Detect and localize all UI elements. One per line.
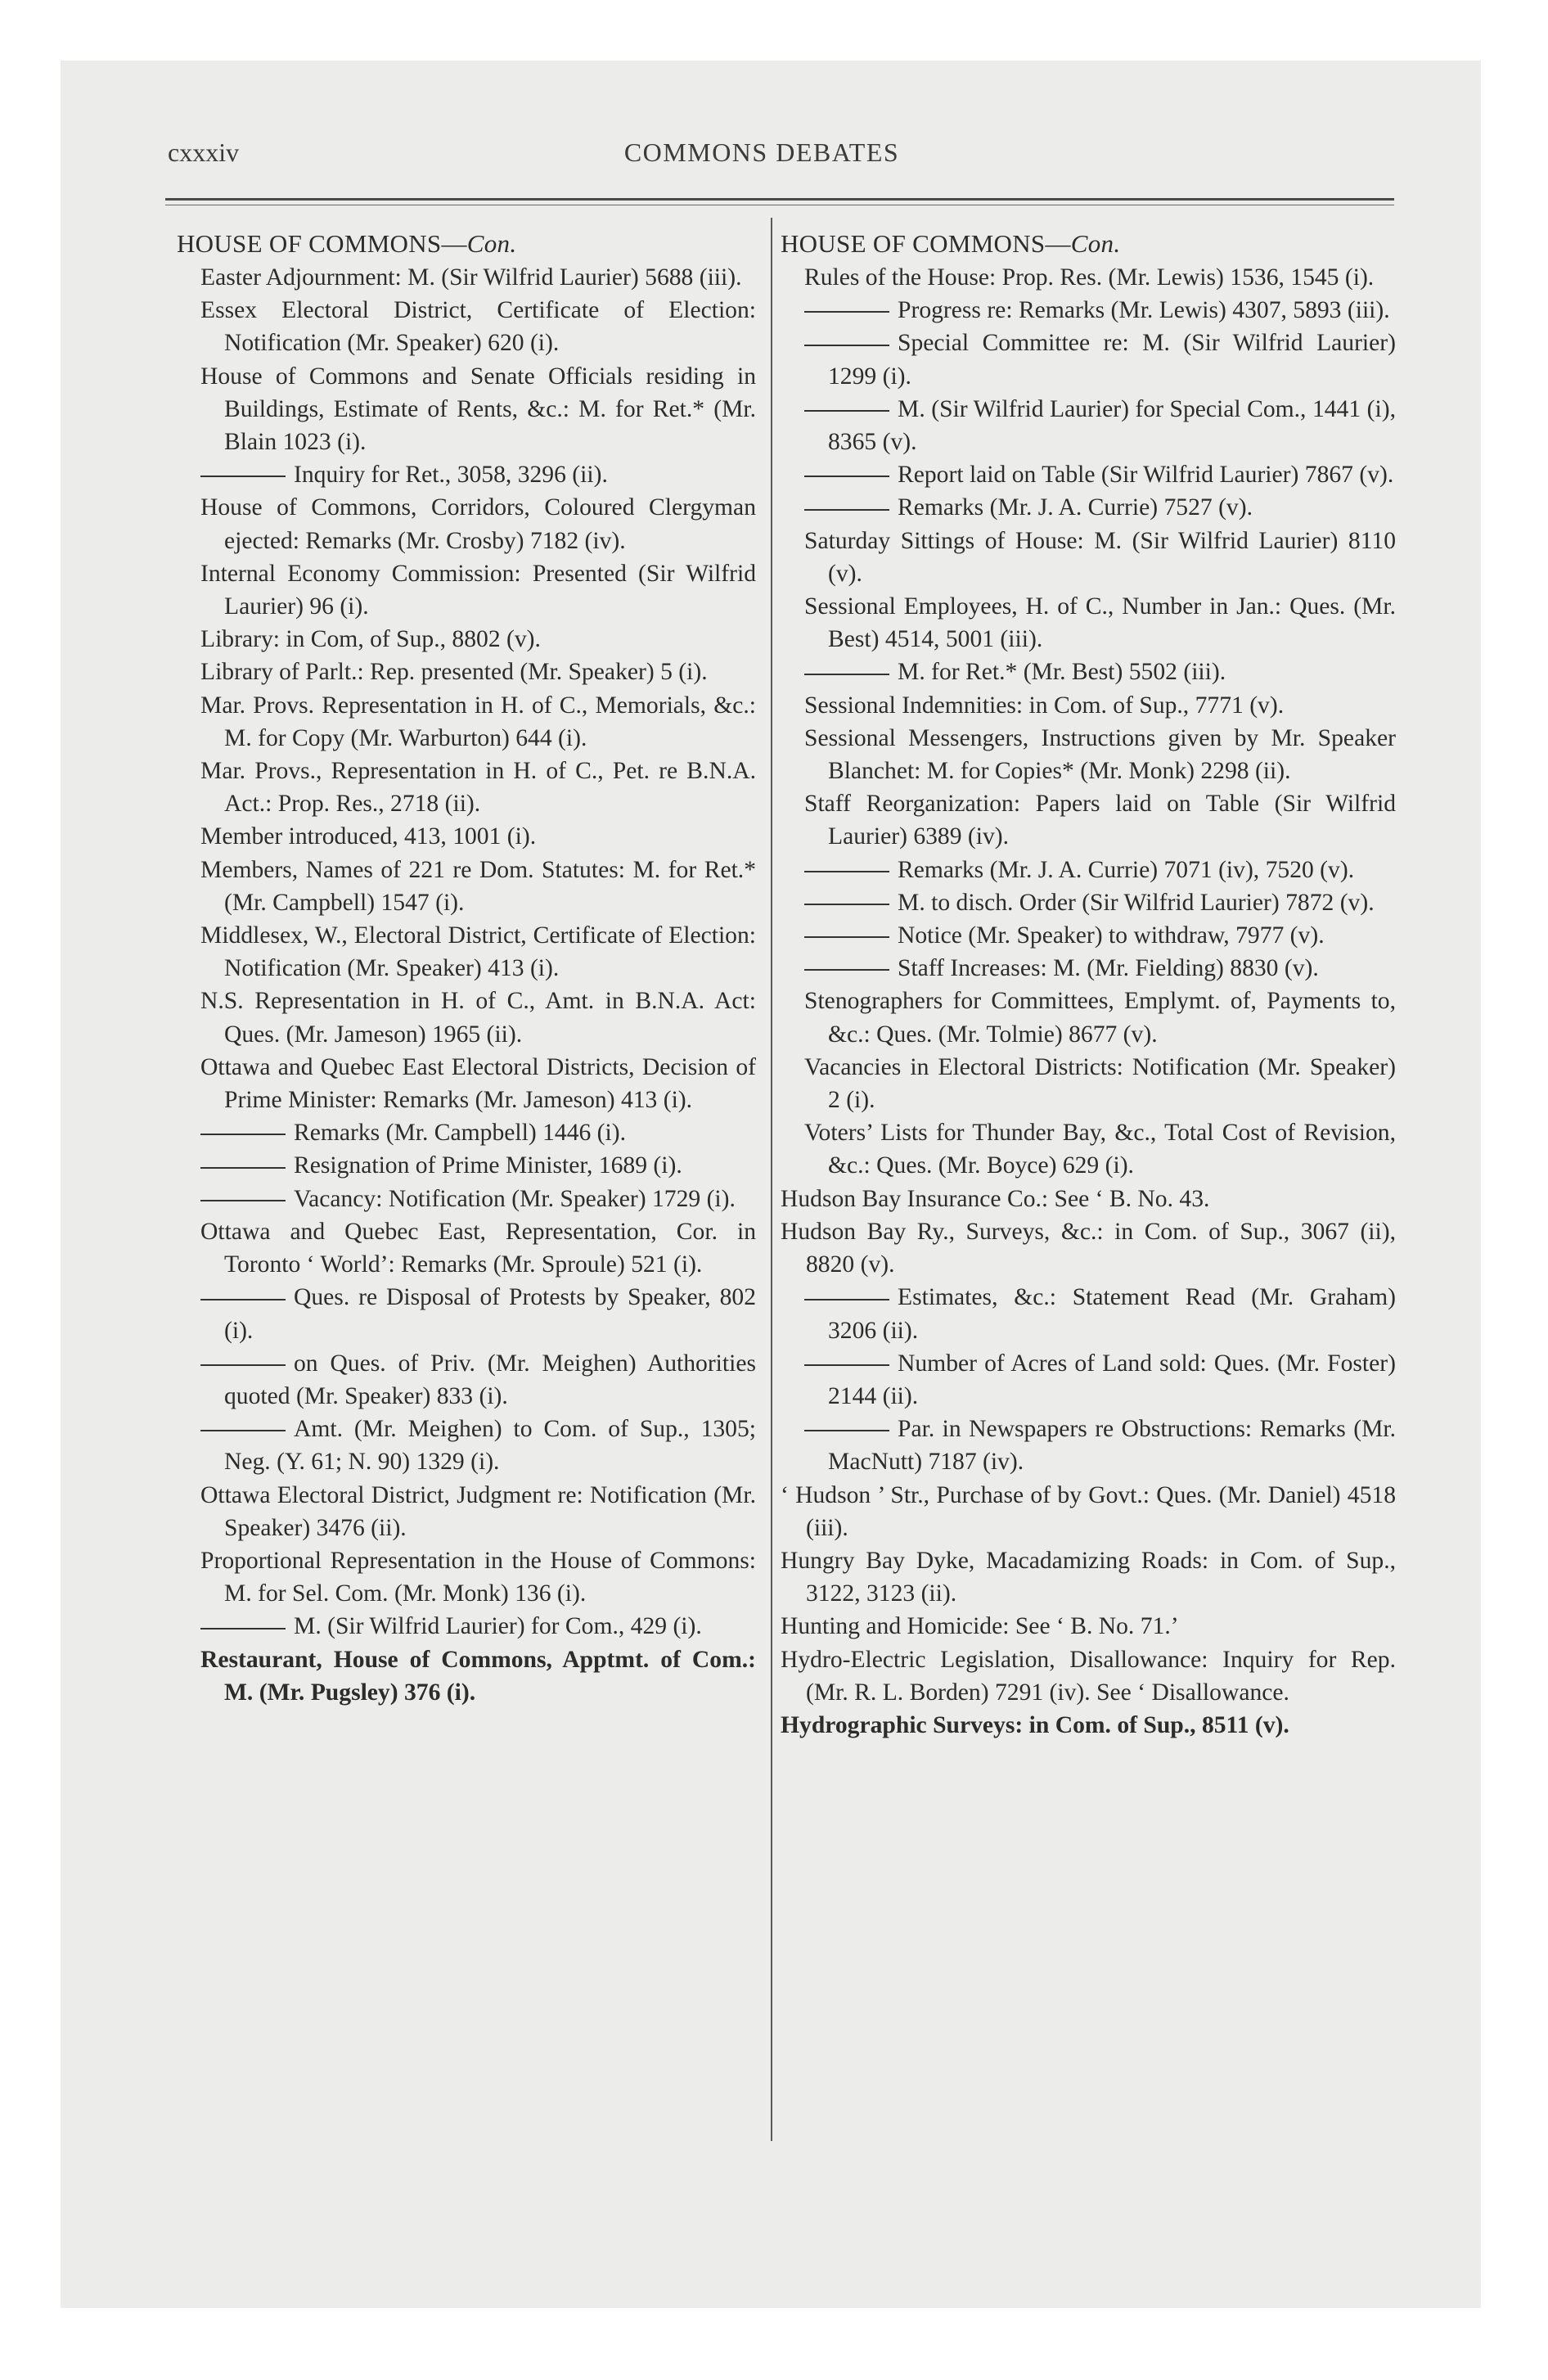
left-entry-list <box>177 261 756 1709</box>
index-entry-text: Resignation of Prime Minister, 1689 (i). <box>294 1152 682 1179</box>
index-entry-text: Mar. Provs., Representation in H. of C., Pet. re B.N.A. Act.: Prop. Res., 2718 (ii). <box>200 758 756 818</box>
index-entry-text: Member introduced, 413, 1001 (i). <box>200 823 537 850</box>
index-entry-text: House of Commons and Senate Officials residing in Buildings, Estimate of Rents, &c.: M. for Ret.* (Mr. Blain 1023 (i). <box>200 363 756 456</box>
right-column <box>781 228 1396 1742</box>
index-entry <box>781 1479 1396 1544</box>
index-entry <box>781 1215 1396 1281</box>
index-entry-text: ‘ Hudson ’ Str., Purchase of by Govt.: Ques. (Mr. Daniel) 4518 (iii). <box>781 1481 1396 1541</box>
index-entry <box>781 590 1396 656</box>
repeat-dash <box>804 509 889 511</box>
index-entry <box>177 1051 756 1116</box>
repeat-dash <box>200 1430 286 1431</box>
index-entry-text: Library of Parlt.: Rep. presented (Mr. Speaker) 5 (i). <box>200 659 708 686</box>
column-divider <box>771 218 772 2141</box>
index-entry <box>177 755 756 820</box>
index-entry-text: Members, Names of 221 re Dom. Statutes: M. for Ret.* (Mr. Campbell) 1547 (i). <box>200 856 756 916</box>
left-column <box>177 228 756 1709</box>
index-entry-text: Remarks (Mr. J. A. Currie) 7527 (v). <box>898 494 1253 521</box>
index-entry-text: Estimates, &c.: Statement Read (Mr. Graham) 3206 (ii). <box>828 1284 1396 1344</box>
header-rule-thick <box>165 198 1394 201</box>
index-entry <box>177 1116 756 1149</box>
index-entry-text: Hydro-Electric Legislation, Disallowance: Inquiry for Rep. (Mr. R. L. Borden) 7291 (iv). See ‘ Disallowance. <box>781 1646 1396 1706</box>
index-entry <box>781 327 1396 392</box>
index-entry-text: Vacancies in Electoral Districts: Notification (Mr. Speaker) 2 (i). <box>804 1053 1396 1114</box>
index-entry <box>781 1347 1396 1413</box>
index-entry <box>781 952 1396 985</box>
running-head: COMMONS DEBATES <box>623 137 900 167</box>
index-entry <box>177 656 756 688</box>
index-entry <box>781 1544 1396 1610</box>
index-entry-text: Rules of the House: Prop. Res. (Mr. Lewis) 1536, 1545 (i). <box>804 264 1375 291</box>
repeat-dash <box>804 476 889 477</box>
index-entry <box>781 722 1396 787</box>
index-entry-text: Amt. (Mr. Meighen) to Com. of Sup., 1305; Neg. (Y. 61; N. 90) 1329 (i). <box>224 1416 756 1476</box>
index-entry <box>781 1281 1396 1346</box>
repeat-dash <box>804 345 889 346</box>
index-entry-text: Progress re: Remarks (Mr. Lewis) 4307, 5893 (iii). <box>898 297 1390 324</box>
index-entry-text: Special Committee re: M. (Sir Wilfrid Laurier) 1299 (i). <box>828 330 1396 390</box>
index-entry-text: Report laid on Table (Sir Wilfrid Laurier) 7867 (v). <box>898 462 1394 489</box>
index-entry <box>781 393 1396 458</box>
index-entry <box>781 787 1396 853</box>
index-entry-text: Mar. Provs. Representation in H. of C., Memorials, &c.: M. for Copy (Mr. Warburton) 644 (i). <box>200 692 756 751</box>
repeat-dash <box>804 904 889 905</box>
index-entry-text: Sessional Messengers, Instructions given by Mr. Speaker Blanchet: M. for Copies* (Mr. Monk) 2298 (ii). <box>804 724 1396 785</box>
index-entry <box>177 820 756 853</box>
index-entry-text: Notice (Mr. Speaker) to withdraw, 7977 (v). <box>898 922 1325 949</box>
index-entry <box>177 294 756 359</box>
repeat-dash <box>804 969 889 971</box>
index-entry-text: Remarks (Mr. Campbell) 1446 (i). <box>294 1120 627 1147</box>
index-entry-text: on Ques. of Priv. (Mr. Meighen) Authorities quoted (Mr. Speaker) 833 (i). <box>224 1350 756 1409</box>
index-entry <box>177 623 756 656</box>
repeat-dash <box>804 674 889 675</box>
index-entry <box>781 1116 1396 1182</box>
index-entry <box>781 294 1396 327</box>
index-entry <box>781 886 1396 919</box>
index-entry <box>177 1183 756 1215</box>
repeat-dash <box>200 476 286 477</box>
index-entry-text: Par. in Newspapers re Obstructions: Remarks (Mr. MacNutt) 7187 (iv). <box>828 1416 1396 1476</box>
index-entry <box>781 1610 1396 1643</box>
page-number: cxxxiv <box>168 137 240 167</box>
index-entry <box>177 854 756 919</box>
index-entry-text: Hydrographic Surveys: in Com. of Sup., 8511 (v). <box>781 1711 1289 1738</box>
index-entry <box>781 1051 1396 1116</box>
index-entry-text: Ques. re Disposal of Protests by Speaker, 802 (i). <box>224 1284 756 1344</box>
index-entry <box>177 1544 756 1610</box>
index-entry-text: Inquiry for Ret., 3058, 3296 (ii). <box>294 462 608 489</box>
left-column-heading <box>177 228 756 260</box>
page-header <box>123 129 1401 175</box>
left-heading-text: HOUSE OF COMMONS— <box>177 229 467 258</box>
index-entry-text: Library: in Com, of Sup., 8802 (v). <box>200 626 541 653</box>
repeat-dash <box>804 1364 889 1366</box>
index-entry <box>781 525 1396 590</box>
index-entry <box>781 1413 1396 1478</box>
index-entry <box>781 656 1396 688</box>
repeat-dash <box>200 1364 286 1366</box>
index-entry <box>177 1610 756 1643</box>
index-entry-text: Hungry Bay Dyke, Macadamizing Roads: in Com. of Sup., 3122, 3123 (ii). <box>781 1547 1396 1607</box>
repeat-dash <box>200 1628 286 1629</box>
index-entry-text: Easter Adjournment: M. (Sir Wilfrid Laurier) 5688 (iii). <box>200 264 742 291</box>
index-entry-text: Remarks (Mr. J. A. Currie) 7071 (iv), 7520 (v). <box>898 856 1355 883</box>
index-entry <box>177 491 756 557</box>
index-entry <box>177 557 756 623</box>
index-entry <box>177 1479 756 1544</box>
index-entry <box>177 1347 756 1413</box>
repeat-dash <box>804 311 889 313</box>
index-entry <box>177 458 756 491</box>
repeat-dash <box>200 1299 286 1300</box>
repeat-dash <box>200 1200 286 1201</box>
index-entry-text: Sessional Indemnities: in Com. of Sup., 7771 (v). <box>804 692 1285 719</box>
index-entry <box>781 1643 1396 1709</box>
index-entry <box>177 1413 756 1478</box>
index-entry-text: Essex Electoral District, Certificate of Election: Notification (Mr. Speaker) 620 (i). <box>200 297 756 357</box>
index-entry <box>177 1281 756 1346</box>
index-entry <box>177 261 756 294</box>
index-entry-text: Stenographers for Committees, Emplymt. of, Payments to, &c.: Ques. (Mr. Tolmie) 8677 (v). <box>804 988 1396 1048</box>
index-entry-text: House of Commons, Corridors, Coloured Clergyman ejected: Remarks (Mr. Crosby) 7182 (iv). <box>200 494 756 554</box>
left-heading-italic: Con. <box>466 229 517 258</box>
repeat-dash <box>200 1167 286 1169</box>
index-entry-text: Ottawa and Quebec East, Representation, Cor. in Toronto ‘ World’: Remarks (Mr. Sproule) 521 (i). <box>200 1218 756 1278</box>
index-entry <box>781 1709 1396 1742</box>
index-entry-text: Staff Increases: M. (Mr. Fielding) 8830 (v). <box>898 955 1319 982</box>
index-entry <box>781 1183 1396 1215</box>
repeat-dash <box>804 1299 889 1300</box>
index-entry <box>781 985 1396 1050</box>
index-entry-text: Proportional Representation in the House of Commons: M. for Sel. Com. (Mr. Monk) 136 (i). <box>200 1547 756 1607</box>
repeat-dash <box>804 410 889 412</box>
index-entry-text: M. (Sir Wilfrid Laurier) for Special Com., 1441 (i), 8365 (v). <box>828 395 1396 456</box>
index-entry-text: Saturday Sittings of House: M. (Sir Wilfrid Laurier) 8110 (v). <box>804 527 1396 587</box>
index-entry-text: M. (Sir Wilfrid Laurier) for Com., 429 (i). <box>294 1613 702 1640</box>
repeat-dash <box>200 1134 286 1135</box>
index-entry-text: M. for Ret.* (Mr. Best) 5502 (iii). <box>898 659 1226 686</box>
index-entry <box>177 985 756 1050</box>
index-entry <box>781 261 1396 294</box>
index-entry <box>781 491 1396 524</box>
right-heading-italic: Con. <box>1070 229 1121 258</box>
repeat-dash <box>804 936 889 938</box>
index-entry-text: Number of Acres of Land sold: Ques. (Mr. Foster) 2144 (ii). <box>828 1350 1396 1409</box>
index-entry-text: N.S. Representation in H. of C., Amt. in B.N.A. Act: Ques. (Mr. Jameson) 1965 (ii). <box>200 988 756 1048</box>
index-entry-text: Staff Reorganization: Papers laid on Table (Sir Wilfrid Laurier) 6389 (iv). <box>804 791 1396 850</box>
index-entry-text: Voters’ Lists for Thunder Bay, &c., Total Cost of Revision, &c.: Ques. (Mr. Boyce) 629 (i). <box>804 1120 1396 1179</box>
index-entry <box>781 919 1396 952</box>
index-entry <box>781 689 1396 722</box>
right-entry-list <box>781 261 1396 1742</box>
index-entry-text: Sessional Employees, H. of C., Number in Jan.: Ques. (Mr. Best) 4514, 5001 (iii). <box>804 593 1396 653</box>
index-entry <box>177 1643 756 1709</box>
index-entry <box>781 458 1396 491</box>
index-entry-text: Ottawa and Quebec East Electoral Districts, Decision of Prime Minister: Remarks (Mr. Jameson) 413 (i). <box>200 1053 756 1114</box>
index-entry <box>177 689 756 755</box>
index-entry <box>781 854 1396 886</box>
index-entry-text: M. to disch. Order (Sir Wilfrid Laurier) 7872 (v). <box>898 889 1375 916</box>
repeat-dash <box>804 1430 889 1431</box>
index-entry-text: Internal Economy Commission: Presented (Sir Wilfrid Laurier) 96 (i). <box>200 560 756 620</box>
index-entry-text: Hudson Bay Insurance Co.: See ‘ B. No. 43. <box>781 1185 1210 1212</box>
index-entry-text: Hudson Bay Ry., Surveys, &c.: in Com. of Sup., 3067 (ii), 8820 (v). <box>781 1218 1396 1278</box>
index-entry-text: Middlesex, W., Electoral District, Certificate of Election: Notification (Mr. Speaker) 413 (i). <box>200 922 756 982</box>
index-entry-text: Vacancy: Notification (Mr. Speaker) 1729 (i). <box>294 1185 736 1212</box>
index-entry-text: Restaurant, House of Commons, Apptmt. of Com.: M. (Mr. Pugsley) 376 (i). <box>200 1646 756 1706</box>
index-entry-text: Ottawa Electoral District, Judgment re: Notification (Mr. Speaker) 3476 (ii). <box>200 1481 756 1541</box>
index-entry <box>177 919 756 985</box>
index-entry <box>177 360 756 459</box>
index-entry <box>177 1215 756 1281</box>
repeat-dash <box>804 871 889 872</box>
index-entry-text: Hunting and Homicide: See ‘ B. No. 71.’ <box>781 1613 1179 1640</box>
right-column-heading <box>781 228 1396 260</box>
index-entry <box>177 1149 756 1182</box>
right-heading-text: HOUSE OF COMMONS— <box>781 229 1071 258</box>
